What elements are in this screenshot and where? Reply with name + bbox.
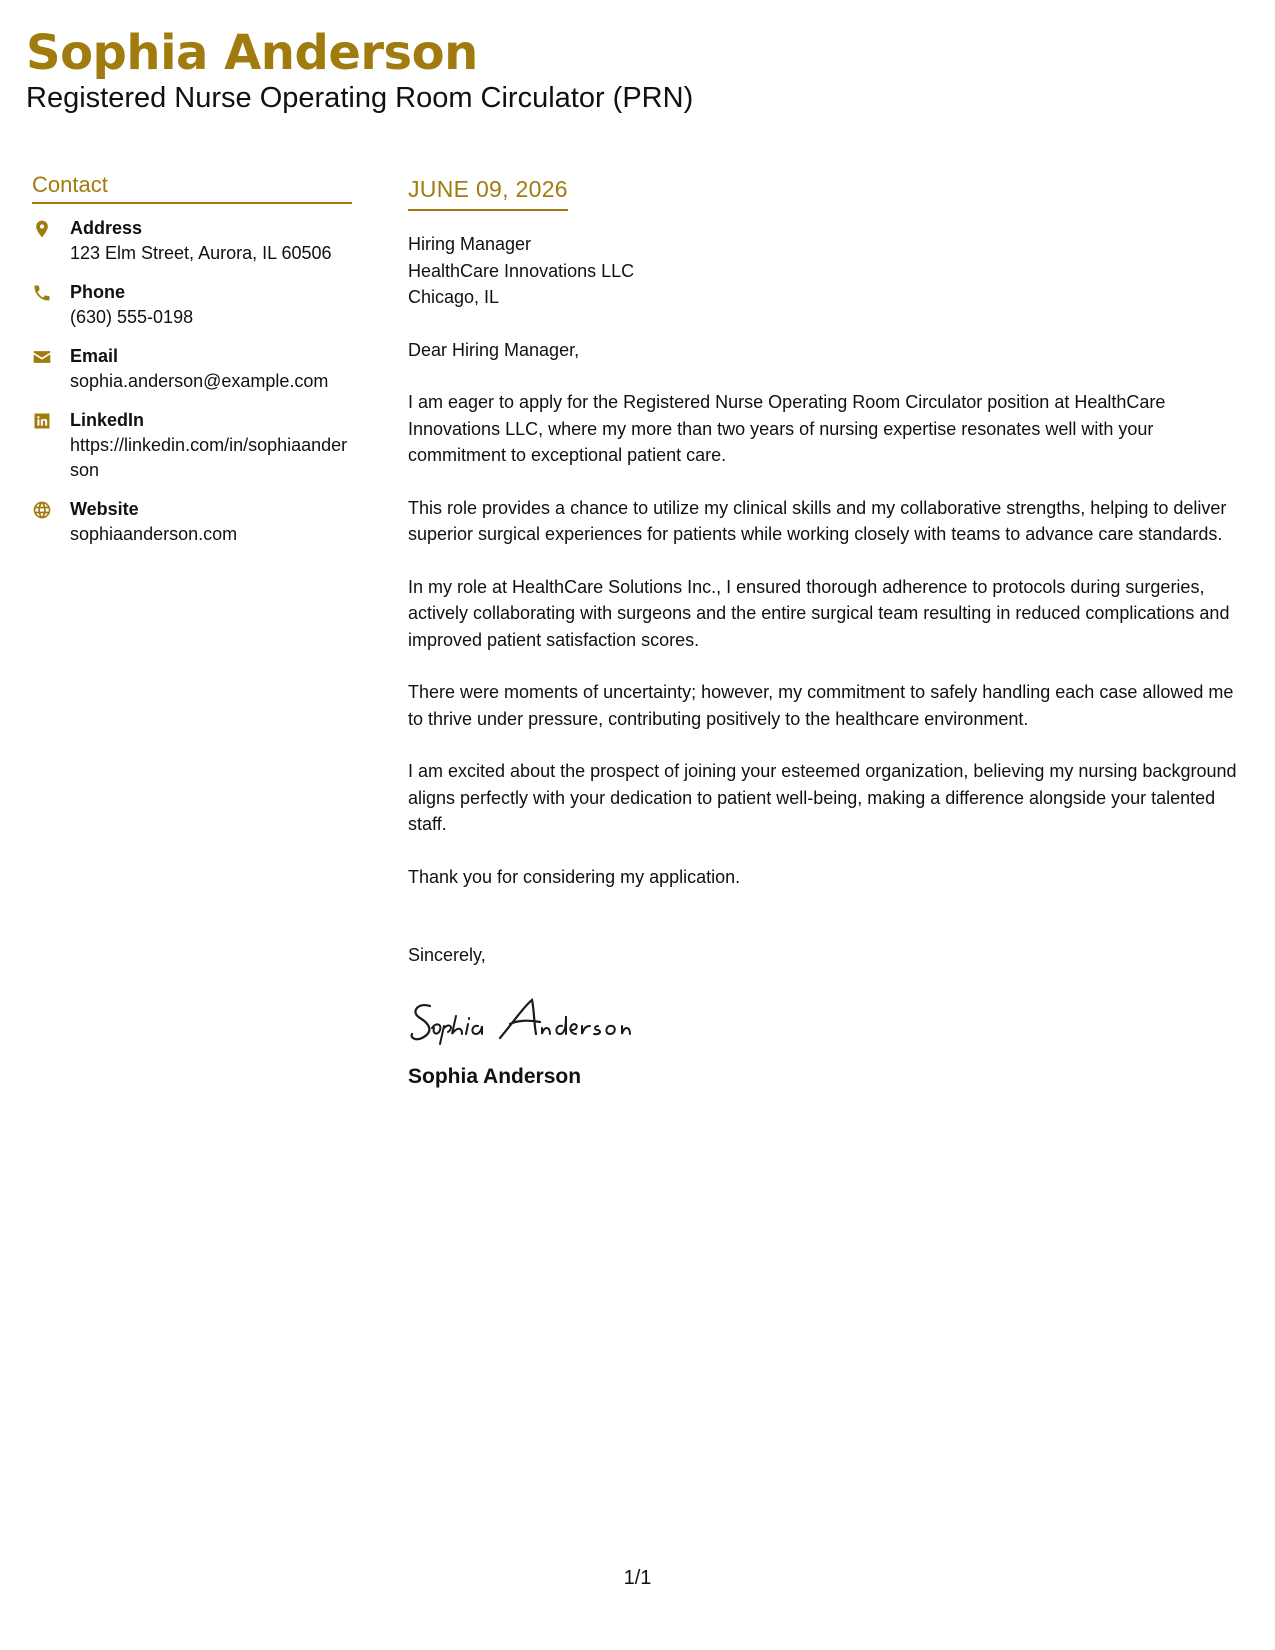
letter-paragraph: There were moments of uncertainty; however, my commitment to safely handling each case allowed me to thrive under pressure, contributing positively to the healthcare environment.	[408, 682, 1234, 729]
recipient-block	[408, 231, 1253, 311]
closing: Sincerely,	[408, 945, 486, 965]
linkedin-icon	[32, 408, 70, 483]
contact-address	[32, 216, 352, 266]
letter-paragraph: This role provides a chance to utilize my clinical skills and my collaborative strengths, helping to deliver superior surgical experiences for patients while working closely with teams to advance care standards.	[408, 497, 1227, 544]
letter-paragraph: I am eager to apply for the Registered Nurse Operating Room Circulator position at HealthCare Innovations LLC, where my more than two years of nursing expertise resonates well with your commitment to exceptional patient care.	[408, 392, 1166, 465]
salutation: Dear Hiring Manager,	[408, 339, 580, 360]
contact-website	[32, 497, 352, 547]
letter-header	[26, 22, 693, 116]
contact-value: 123 Elm Street, Aurora, IL 60506	[70, 243, 332, 263]
globe-icon	[32, 497, 70, 547]
recipient-line: HealthCare Innovations LLC	[408, 260, 635, 281]
contact-email	[32, 344, 352, 394]
letter-body	[408, 176, 1253, 1089]
signer-name: Sophia Anderson	[408, 1065, 582, 1088]
phone-icon	[32, 280, 70, 330]
contact-value[interactable]: https://linkedin.com/in/sophiaanderson	[70, 435, 348, 480]
contact-label: LinkedIn	[70, 410, 145, 430]
contact-label: Phone	[70, 282, 126, 302]
map-pin-icon	[32, 216, 70, 266]
recipient-line: Chicago, IL	[408, 287, 500, 307]
letter-paragraph: In my role at HealthCare Solutions Inc., I ensured thorough adherence to protocols during surgeries, actively collaborating with surgeons and the entire surgical team resulting in reduced complications and improved patient satisfaction scores.	[408, 576, 1230, 650]
letter-paragraph: I am excited about the prospect of joining your esteemed organization, believing my nursing background aligns perfectly with your dedication to patient well-being, making a difference alongside your talented staff.	[408, 761, 1237, 834]
job-title: Registered Nurse Operating Room Circulator (PRN)	[26, 82, 694, 114]
contact-value: sophia.anderson@example.com	[70, 371, 329, 391]
handwritten-signature	[408, 988, 678, 1048]
contact-linkedin	[32, 408, 352, 483]
contact-label: Email	[70, 346, 119, 366]
letter-date: JUNE 09, 2026	[408, 176, 568, 211]
contact-label: Website	[70, 499, 139, 519]
envelope-icon	[32, 344, 70, 394]
contact-value[interactable]: sophiaanderson.com	[70, 524, 238, 544]
letter-paragraph: Thank you for considering my application.	[408, 866, 741, 887]
recipient-line: Hiring Manager	[408, 234, 532, 254]
contact-sidebar	[32, 172, 352, 561]
contact-value: (630) 555-0198	[70, 307, 194, 327]
contact-section-title: Contact	[32, 172, 352, 204]
contact-label: Address	[70, 218, 143, 238]
applicant-name: Sophia Anderson	[26, 25, 478, 81]
contact-phone	[32, 280, 352, 330]
page-number: 1/1	[623, 1567, 652, 1589]
